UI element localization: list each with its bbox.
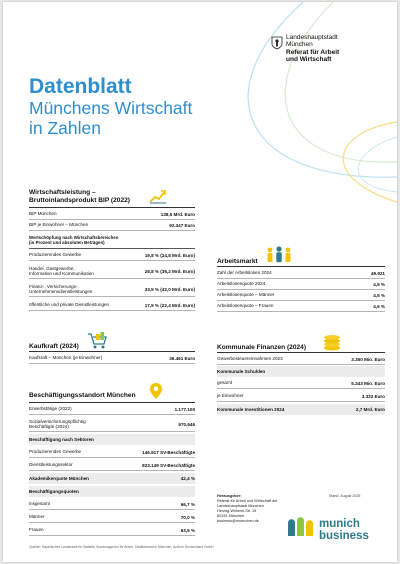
gdp-sector-label: Produzierendes Gewerbe (29, 252, 82, 258)
labor-row-label: Arbeitslosenquote – Männer (217, 292, 275, 298)
gdp-row-label: BIP München (29, 211, 57, 217)
imprint (217, 494, 278, 524)
location-row-label-line-2: Beschäftigte (2024) (29, 424, 69, 429)
subtitle-line-1: Münchens Wirtschaft (29, 98, 193, 118)
labor-heading: Arbeitsmarkt (217, 258, 258, 265)
quota-band (29, 486, 195, 497)
imprint-line: Referat für Arbeit und Wirtschaft der (217, 499, 278, 503)
labor-row-label: Zahl der Arbeitslosen 2024 (217, 270, 272, 276)
location-pin-icon (149, 382, 163, 400)
investment-label: Kommunale Investitionen 2024 (217, 406, 285, 412)
imprint-line: Landeshauptstadt München (217, 504, 264, 508)
sector-band (29, 434, 195, 445)
investment-value: 2,7 Mrd. Euro (355, 407, 385, 412)
imprint-line: Herzog-Wilhelm-Str. 15 (217, 509, 257, 513)
labor-row (217, 268, 385, 279)
investment-band (217, 404, 385, 415)
debt-row-label: gesamt (217, 380, 233, 386)
gdp-row-label: BIP je Einwohner – München (29, 222, 89, 228)
munich-business-logo (319, 518, 369, 542)
gdp-sector-row (29, 300, 195, 311)
people-icon (265, 245, 293, 265)
gdp-heading-line-2: Bruttoinlandsprodukt BIP (2022) (29, 197, 130, 204)
gdp-row (29, 209, 195, 220)
gdp-sector-label-line-2: Information und Kommunikation (29, 271, 94, 276)
sector-row-label: Produzierendes Gewerbe (29, 449, 82, 455)
growth-chart-icon (149, 188, 167, 204)
quota-row (29, 499, 195, 510)
gdp-sector-row (29, 250, 195, 261)
sector-row-label: Dienstleistungssektor (29, 462, 73, 468)
gdp-sector-row (29, 264, 195, 279)
gdp-sector-label-line-1: Handel, Gastgewerbe, (29, 265, 75, 271)
labor-row (217, 290, 385, 301)
gdp-sector-label: öffentliche und private Dienstleistungen (29, 302, 110, 308)
finances-row-value: 3.350 Mio. Euro (351, 356, 385, 362)
stand-date: Stand: August 2025 (329, 494, 361, 498)
location-row-label: Erwerbstätige (2022) (29, 406, 72, 412)
sector-row (29, 460, 195, 471)
data-sheet-page (3, 2, 397, 562)
debt-row-value: 5.343 Mio. Euro (351, 380, 385, 386)
city-crest-icon (271, 36, 283, 50)
academic-value: 42,4 % (180, 476, 195, 481)
debt-row-label: je Einwohner (217, 393, 244, 399)
gdp-row (29, 220, 195, 231)
quota-row-label: Männer (29, 514, 45, 520)
sector-row (29, 447, 195, 458)
gdp-sector-label (29, 266, 94, 277)
city-line-2: München (286, 41, 313, 49)
city-name (286, 34, 339, 64)
location-row-value: 1.177.100 (174, 406, 195, 412)
quota-row-label: Frauen (29, 527, 44, 533)
debt-row (217, 378, 385, 389)
gdp-sector-label (29, 284, 92, 295)
coins-icon (321, 332, 343, 352)
purchasing-heading: Kaufkraft (2024) (29, 343, 79, 350)
gdp-sector-value: 28,8 % (36,2 Mrd. Euro) (144, 268, 195, 274)
gdp-sector-value: 33,5 % (42,0 Mrd. Euro) (144, 286, 195, 292)
sector-row-value: 823.149 SV-Beschäftigte (142, 462, 195, 468)
debt-band (217, 366, 385, 377)
gdp-sector-note-line-2: (in Prozent und absoluten Beträgen) (29, 240, 105, 246)
quota-row-value: 63,5 % (180, 527, 195, 533)
imprint-label: Herausgeber: (217, 494, 242, 498)
department-line-2: und Wirtschaft (286, 56, 332, 64)
gdp-heading-line-1: Wirtschaftsleistung – (29, 189, 96, 196)
sector-band-label: Beschäftigung nach Sektoren (29, 436, 94, 442)
academic-label: Akademikerquote München (29, 475, 89, 481)
imprint-line: 80331 München (217, 514, 245, 518)
gdp-row-value: 92.347 Euro (169, 222, 195, 228)
department-line-1: Referat für Arbeit (286, 48, 340, 56)
gdp-sector-row (29, 282, 195, 297)
quota-row-value: 66,7 % (180, 501, 195, 507)
finances-row (217, 354, 385, 365)
labor-row (217, 301, 385, 312)
quota-row (29, 525, 195, 536)
labor-row-value: 4,5 % (373, 292, 385, 298)
gdp-sector-label-line-2: Unternehmensdienstleistungen (29, 289, 93, 294)
labor-row-label: Arbeitslosenquote 2024 (217, 281, 266, 287)
sources-footer: Quellen: Bayerisches Landesamt für Statistik, Bundesagentur für Arbeit, Stadtkämmerei München, Acxiom Deutschland GmbH (29, 545, 214, 549)
debt-row-value: 3.332 Euro (361, 393, 385, 399)
quota-row-label: insgesamt (29, 501, 50, 507)
munich-business-logo-icon (287, 515, 317, 537)
labor-row-value: 4,6 % (373, 303, 385, 309)
gdp-sector-value: 19,8 % (24,8 Mrd. Euro) (144, 252, 195, 258)
gdp-sector-note-line-1: Wertschöpfung nach Wirtschaftsbereichen (29, 235, 119, 240)
subtitle-line-2: in Zahlen (29, 118, 101, 138)
sector-row-value: 146.917 SV-Beschäftigte (142, 449, 195, 455)
location-heading: Beschäftigungsstandort München (29, 392, 136, 399)
imprint-email[interactable]: business@muenchen.de (217, 519, 259, 523)
academic-band (29, 473, 195, 484)
quota-band-label: Beschäftigungsquoten (29, 488, 79, 494)
gdp-sector-label-line-1: Finanz-, Versicherungs-, (29, 283, 79, 289)
gdp-sector-rule (29, 248, 195, 249)
purchasing-row (29, 353, 195, 364)
location-row (29, 404, 195, 415)
shopping-cart-icon (87, 331, 109, 351)
location-row-value: 970.646 (178, 421, 195, 427)
gdp-sector-value: 17,9 % (22,4 Mrd. Euro) (144, 302, 195, 308)
labor-row-value: 4,5 % (373, 281, 385, 287)
page-title: Datenblatt (29, 75, 132, 98)
labor-row (217, 279, 385, 290)
gdp-heading (29, 189, 130, 205)
location-row (29, 417, 195, 432)
location-row-label-line-1: Sozialversicherungspflichtig (29, 418, 86, 424)
debt-row (217, 391, 385, 402)
purchasing-row-value: 36.461 Euro (169, 355, 195, 361)
gdp-row-value: 138,5 Mrd. Euro (160, 211, 195, 217)
gdp-sector-note (29, 235, 118, 245)
purchasing-row-label: Kaufkraft – München (je Einwohner) (29, 355, 103, 361)
city-line-1: Landeshauptstadt (286, 34, 338, 41)
labor-row-value: 49.921 (370, 270, 385, 276)
location-row-label (29, 419, 86, 430)
finances-heading: Kommunale Finanzen (2024) (217, 344, 307, 351)
labor-row-label: Arbeitslosenquote – Frauen (217, 303, 274, 309)
page-subtitle (29, 98, 229, 138)
quota-row-value: 70,0 % (180, 514, 195, 520)
logo-line-1: munich (319, 518, 360, 530)
quota-row (29, 512, 195, 523)
logo-line-2: business (319, 530, 369, 542)
debt-band-label: Kommunale Schulden (217, 368, 266, 374)
finances-row-label: Gewerbesteuereinnahmen 2023 (217, 356, 283, 362)
